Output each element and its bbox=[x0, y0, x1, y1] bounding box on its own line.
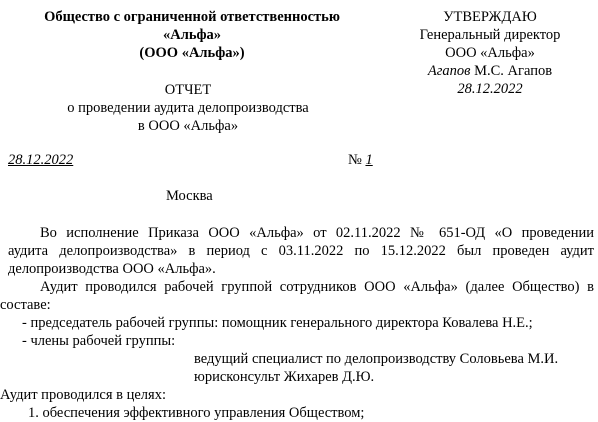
paragraph-order-reference bbox=[8, 224, 594, 278]
approval-date: 28.12.2022 bbox=[457, 81, 523, 97]
organization-name-line: Общество с ограниченной ответственностью bbox=[44, 9, 340, 25]
organization-name-block bbox=[24, 8, 360, 62]
paragraph-line: Во исполнение Приказа ООО «Альфа» от 02.11.2022 № 651-ОД «О проведении bbox=[40, 225, 594, 241]
list-item-members-label: - члены рабочей группы: bbox=[22, 333, 176, 349]
approver-position: Генеральный директор bbox=[419, 27, 561, 43]
report-city: Москва bbox=[166, 188, 213, 204]
paragraph-working-group bbox=[0, 278, 594, 314]
organization-name-line: «Альфа» bbox=[162, 27, 222, 43]
number-sign: № bbox=[348, 152, 362, 168]
member-item: юрисконсульт Жихарев Д.Ю. bbox=[194, 369, 375, 385]
goals-intro: Аудит проводился в целях: bbox=[0, 387, 166, 403]
paragraph-line: составе: bbox=[0, 297, 51, 313]
goal-item: 1. обеспечения эффективного управления Обществом; bbox=[28, 405, 365, 421]
report-number: 1 bbox=[365, 152, 373, 168]
report-number-field bbox=[348, 151, 373, 169]
report-subtitle: в ООО «Альфа» bbox=[137, 118, 239, 134]
report-title: ОТЧЕТ bbox=[164, 82, 212, 98]
approver-name: М.С. Агапов bbox=[474, 63, 553, 79]
approver-company: ООО «Альфа» bbox=[445, 45, 535, 61]
report-title-block bbox=[40, 81, 336, 135]
report-subtitle: о проведении аудита делопроизводства bbox=[67, 100, 309, 116]
report-date: 28.12.2022 bbox=[8, 152, 74, 168]
approver-signature-line bbox=[400, 62, 580, 80]
handwritten-signature: Агапов bbox=[427, 63, 471, 79]
paragraph-line: Аудит проводился рабочей группой сотрудников ООО «Альфа» (далее Общество) в bbox=[40, 279, 594, 295]
paragraph-line: аудита делопроизводства» в период с 03.11.2022 по 15.12.2022 был проведен аудит bbox=[8, 243, 594, 259]
list-item-chair: - председатель рабочей группы: помощник генерального директора Ковалева Н.Е.; bbox=[22, 315, 533, 331]
approval-title: УТВЕРЖДАЮ bbox=[443, 9, 537, 25]
approval-block bbox=[400, 8, 580, 98]
member-item: ведущий специалист по делопроизводству Соловьева М.И. bbox=[194, 351, 559, 367]
organization-short-name: (ООО «Альфа») bbox=[139, 45, 245, 61]
paragraph-line: делопроизводства ООО «Альфа». bbox=[8, 261, 216, 277]
